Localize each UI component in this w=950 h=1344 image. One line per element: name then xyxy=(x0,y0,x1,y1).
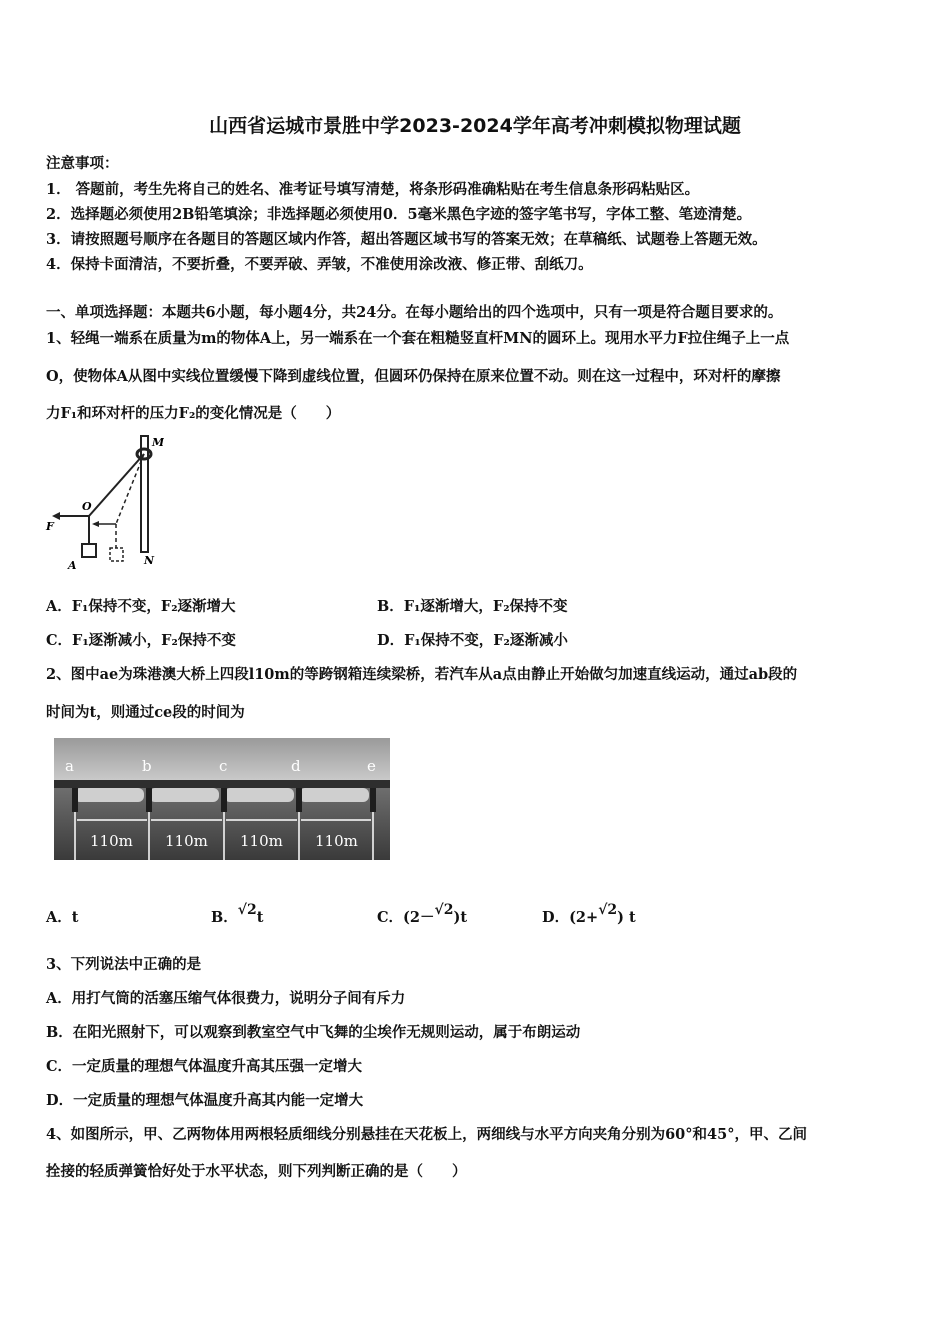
notice-item-1: 1． 答题前，考生先将自己的姓名、准考证号填写清楚，将条形码准确粘贴在考生信息条形码粘贴区。 xyxy=(46,181,700,198)
notice-item-3: 3．请按照题号顺序在各题目的答题区域内作答，超出答题区域书写的答案无效；在草稿纸、试题卷上答题无效。 xyxy=(46,231,767,248)
q1-option-a: A．F₁保持不变，F₂逐渐增大 xyxy=(46,598,236,615)
q1-option-b: B．F₁逐渐增大，F₂保持不变 xyxy=(377,598,568,615)
segment-bc: 110m xyxy=(165,832,208,850)
q1-option-d: D．F₁保持不变，F₂逐渐减小 xyxy=(377,632,568,649)
q1-option-c: C．F₁逐渐减小，F₂保持不变 xyxy=(46,632,236,649)
rod xyxy=(141,436,148,552)
q2-option-b: B．√2t xyxy=(211,902,264,926)
q1-line-1: 1、轻绳一端系在质量为m的物体A上，另一端系在一个套在粗糙竖直杆MN的圆环上。现用水平力F拉住绳子上一点 xyxy=(46,330,790,347)
q1-line-3: 力F₁和环对杆的压力F₂的变化情况是（ ） xyxy=(46,405,341,422)
q3-option-a: A．用打气筒的活塞压缩气体很费力，说明分子间有斥力 xyxy=(46,990,406,1007)
point-b: b xyxy=(142,757,152,775)
label-n: N xyxy=(144,554,155,567)
q2-option-a: A．t xyxy=(46,909,79,926)
point-d: d xyxy=(291,757,301,775)
q3-stem: 3、下列说法中正确的是 xyxy=(46,956,202,973)
point-a: a xyxy=(65,757,74,775)
segment-ab: 110m xyxy=(90,832,133,850)
segment-de: 110m xyxy=(315,832,358,850)
label-m: M xyxy=(152,436,164,449)
page-title: 山西省运城市景胜中学2023-2024学年高考冲刺模拟物理试题 xyxy=(209,115,741,137)
block-a xyxy=(82,544,96,557)
bridge-deck xyxy=(54,780,390,788)
notice-item-2: 2．选择题必须使用2B铅笔填涂；非选择题必须使用0．5毫米黑色字迹的签字笔书写，字体工整、笔迹清楚。 xyxy=(46,206,752,223)
q1-figure xyxy=(44,432,164,572)
q4-line-2: 拴接的轻质弹簧恰好处于水平状态，则下列判断正确的是（ ） xyxy=(46,1163,467,1180)
notice-item-4: 4．保持卡面清洁，不要折叠，不要弄破、弄皱，不准使用涂改液、修正带、刮纸刀。 xyxy=(46,256,593,273)
q2-bridge-photo xyxy=(54,738,390,860)
q3-option-b: B．在阳光照射下，可以观察到教室空气中飞舞的尘埃作无规则运动，属于布朗运动 xyxy=(46,1024,581,1041)
point-e: e xyxy=(367,757,376,775)
notice-heading: 注意事项： xyxy=(46,155,119,172)
q3-option-c: C．一定质量的理想气体温度升高其压强一定增大 xyxy=(46,1058,363,1075)
q3-option-d: D．一定质量的理想气体温度升高其内能一定增大 xyxy=(46,1092,364,1109)
label-a: A xyxy=(68,559,77,572)
q2-option-d: D．(2+√2) t xyxy=(542,902,636,926)
label-f: F xyxy=(46,520,54,533)
q4-line-1: 4、如图所示，甲、乙两物体用两根轻质细线分别悬挂在天花板上，两细线与水平方向夹角分别为60°和45°，甲、乙间 xyxy=(46,1126,807,1143)
q2-line-2: 时间为t，则通过ce段的时间为 xyxy=(46,704,245,721)
q2-line-1: 2、图中ae为珠港澳大桥上四段l10m的等跨钢箱连续梁桥，若汽车从a点由静止开始做匀加速直线运动，通过ab段的 xyxy=(46,666,798,683)
rope-solid xyxy=(89,454,144,516)
point-c: c xyxy=(219,757,228,775)
block-a-dashed xyxy=(110,548,123,561)
segment-cd: 110m xyxy=(240,832,283,850)
label-o: O xyxy=(82,500,92,513)
q1-line-2: O，使物体A从图中实线位置缓慢下降到虚线位置，但圆环仍保持在原来位置不动。则在这一过程中，环对杆的摩擦 xyxy=(46,368,781,385)
rope-dashed xyxy=(116,454,144,524)
section-heading: 一、单项选择题：本题共6小题，每小题4分，共24分。在每小题给出的四个选项中，只有一项是符合题目要求的。 xyxy=(46,304,783,321)
q2-option-c: C．(2－√2)t xyxy=(377,902,468,926)
